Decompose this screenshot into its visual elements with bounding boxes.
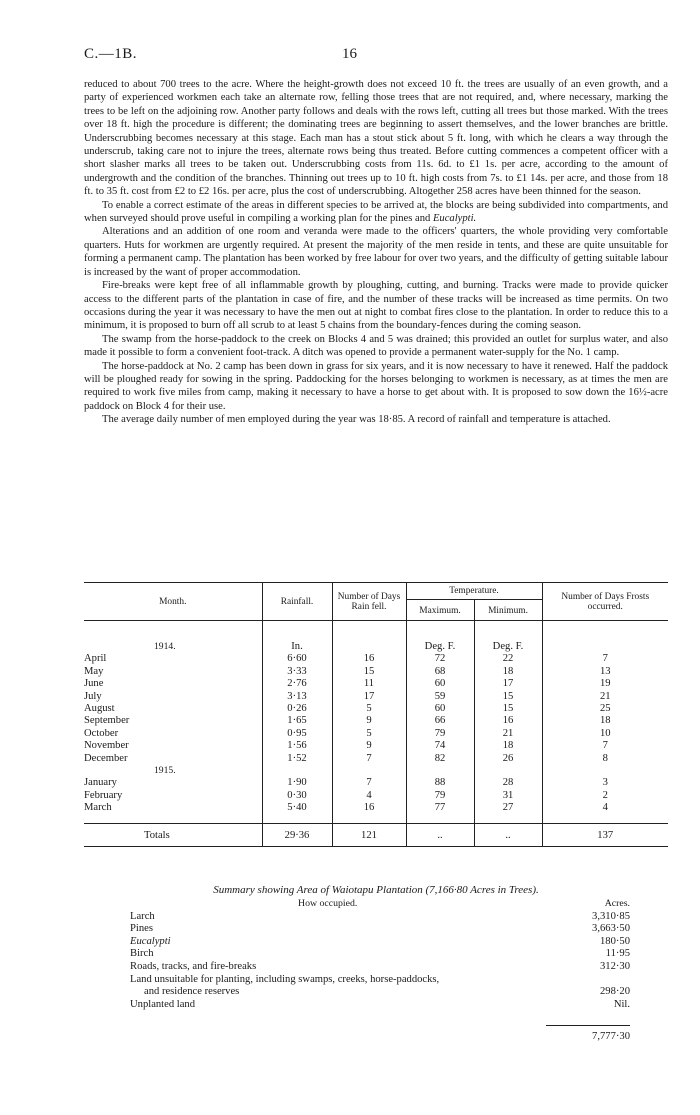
- summary-row-label: Land unsuitable for planting, including swamps, creeks, horse-paddocks,: [130, 973, 440, 985]
- rain-days-cell: 5: [332, 728, 406, 740]
- eucalypti-italic: Eucalypti.: [432, 213, 477, 225]
- paragraph-quarters: Alterations and an addition of one room and veranda were made to the officers' quarters, the whole providing very comfortable quarters. Huts for workmen are urgently required. At present the majority of the men reside in tents, and these are quite unsuitable for forming a permanent camp. The plantation has been worked by free labour for over two years, and the difficulty of getting suitable labour is increased by the want of proper accommodation.: [84, 226, 668, 278]
- rain-days-cell: 4: [332, 790, 406, 802]
- month-name: July: [84, 690, 102, 702]
- month-cell: [84, 666, 262, 678]
- header-minimum: Minimum.: [474, 600, 542, 621]
- frosts-cell: 19: [542, 678, 668, 690]
- max-temp-cell: 88: [406, 777, 474, 789]
- header-rainfall: Rainfall.: [262, 583, 332, 621]
- summary-row: [130, 974, 630, 987]
- summary-row-label: Pines: [130, 923, 153, 935]
- year-1915: 1915.: [154, 765, 176, 777]
- year-1914: 1914.: [154, 641, 176, 652]
- rainfall-cell: 1·56: [262, 740, 332, 752]
- unit-maximum: Deg. F.: [406, 621, 474, 654]
- header-temperature: Temperature.: [406, 583, 542, 600]
- rain-days-cell: 17: [332, 691, 406, 703]
- max-temp-cell: 79: [406, 728, 474, 740]
- frosts-cell: 3: [542, 777, 668, 789]
- summary-col-how-occupied: How occupied.: [298, 898, 358, 909]
- frosts-cell: 18: [542, 715, 668, 727]
- min-temp-cell: 26: [474, 753, 542, 765]
- summary-row-acres: Nil.: [613, 998, 630, 1010]
- month-cell: [84, 753, 262, 765]
- max-temp-cell: 60: [406, 678, 474, 690]
- month-name: January: [84, 777, 117, 789]
- month-cell: [84, 715, 262, 727]
- summary-row-label: Unplanted land: [130, 998, 196, 1010]
- summary-row-label: Roads, tracks, and fire-breaks: [130, 960, 257, 972]
- header-frosts: Number of Days Frosts occurred.: [542, 583, 668, 621]
- min-temp-cell: 15: [474, 703, 542, 715]
- rain-days-cell: 15: [332, 666, 406, 678]
- month-name: June: [84, 678, 104, 690]
- totals-min: ..: [474, 823, 542, 846]
- month-name: December: [84, 752, 128, 764]
- totals-frosts: 137: [542, 823, 668, 846]
- table-row: [84, 753, 668, 765]
- frosts-cell: 7: [542, 653, 668, 665]
- rainfall-cell: 0·30: [262, 790, 332, 802]
- frosts-cell: 4: [542, 802, 668, 814]
- min-temp-cell: 16: [474, 715, 542, 727]
- summary-row-label: Larch: [130, 910, 155, 922]
- summary-row-acres: 11·95: [605, 948, 630, 960]
- summary-row-acres: [560, 974, 630, 987]
- paragraph-compartments-text: To enable a correct estimate of the areas in different species to be arrived at, the blocks are being subdivided into compartments, and when surveyed should prove useful in compiling a working plan for the pines and: [84, 199, 668, 225]
- table-row: [84, 666, 668, 678]
- min-temp-cell: 28: [474, 777, 542, 789]
- paragraph-thinning: reduced to about 700 trees to the acre. Where the height-growth does not exceed 10 ft. the trees are usually of an even growth, and a party of experienced workmen each take an alternate row, felling those trees that are not required, and, where necessary, marking the trees to be left on the adjoining row. Another party follows and deals with the rows left, cutting all trees but those marked. With the trees over 18 ft. high the procedure is different; the dominating trees are beginning to assert themselves, and the lower branches are brittle. Underscrubbing becomes necessary at this stage. Each man has a stout stick about 5 ft. long, with which he clears a way through the underscrub, taking care not to injure the trees, alternate rows being thus treated. Before cutting commences a competent officer with a short slasher marks all trees to be taken out. Underscrubbing costs from 11s. 6d. to £1 1s. per acre, according to the amount of undergrowth and the condition of the branches. Thinning out trees up to 10 ft. high costs from 7s. to £1 14s. per acre, and those from 18 ft. to 35 ft. cost from £2 to £2 16s. per acre, plus the cost of underscrubbing. Altogether 258 acres have been thinned for the season.: [84, 79, 668, 198]
- min-temp-cell: 21: [474, 728, 542, 740]
- month-name: November: [84, 740, 129, 752]
- document-reference: C.—1B.: [84, 46, 138, 62]
- totals-rain-days: 121: [332, 823, 406, 846]
- totals-label: Totals: [84, 823, 262, 846]
- month-cell: [84, 691, 262, 703]
- summary-total: 7,777·30: [592, 1031, 630, 1042]
- totals-rainfall: 29·36: [262, 823, 332, 846]
- rainfall-cell: 6·60: [262, 653, 332, 665]
- summary-total-rule: [546, 1025, 630, 1026]
- summary-column-headers: [130, 898, 630, 911]
- unit-rainfall: In.: [262, 621, 332, 654]
- table-row: [84, 715, 668, 727]
- min-temp-cell: 31: [474, 790, 542, 802]
- month-name: April: [84, 653, 107, 665]
- frosts-cell: 2: [542, 790, 668, 802]
- rain-days-cell: 11: [332, 678, 406, 690]
- summary-row-acres: 180·50: [599, 935, 630, 947]
- month-name: February: [84, 789, 123, 801]
- totals-row: [84, 823, 668, 846]
- min-temp-cell: 18: [474, 740, 542, 752]
- rainfall-cell: 0·26: [262, 703, 332, 715]
- units-row: [84, 621, 668, 654]
- summary-col-acres: Acres.: [604, 898, 630, 909]
- summary-row: [130, 961, 630, 974]
- min-temp-cell: 27: [474, 802, 542, 814]
- summary-title: Summary showing Area of Waiotapu Plantation (7,166·80 Acres in Trees).: [213, 884, 539, 896]
- month-cell: [84, 790, 262, 802]
- table-row: [84, 653, 668, 665]
- paragraph-compartments: [84, 199, 668, 226]
- table-row: [84, 802, 668, 814]
- max-temp-cell: 68: [406, 666, 474, 678]
- table-row: [84, 703, 668, 715]
- summary-row-acres: 312·30: [599, 960, 630, 972]
- paragraph-horse-paddock: The horse-paddock at No. 2 camp has been down in grass for six years, and it is now necessary to have it renewed. Half the paddock will be ploughed ready for sowing in the spring. Paddocking for the horses belonging to workmen is necessary, as at times the men are required to work five miles from camp, making it necessary to have a horse to get about with. It is proposed to sow down the 16½-acre paddock on Block 4 for their use.: [84, 360, 668, 412]
- rainfall-cell: 1·52: [262, 753, 332, 765]
- max-temp-cell: 74: [406, 740, 474, 752]
- summary-rows: [130, 911, 630, 1012]
- summary-row-acres: 3,310·85: [592, 910, 630, 922]
- summary-row: [130, 986, 630, 999]
- month-cell: [84, 802, 262, 814]
- header-rain-days: Number of Days Rain fell.: [332, 583, 406, 621]
- table-row: [84, 678, 668, 690]
- rainfall-cell: 3·33: [262, 666, 332, 678]
- summary-row-acres: 3,663·50: [592, 923, 630, 935]
- frosts-cell: 21: [542, 691, 668, 703]
- table-row: [84, 790, 668, 802]
- paragraph-men-employed: The average daily number of men employed during the year was 18·85. A record of rainfall and temperature is attached.: [102, 414, 611, 426]
- paragraph-fire-breaks: Fire-breaks were kept free of all inflammable growth by ploughing, cutting, and burning. Tracks were made to provide quicker access to the different parts of the plantation in case of fire, and the number of these tracks will be increased as time permits. On two occasions during the year it was necessary to have the men out at night to combat fires close to the plantation. In order to reduce this to a minimum, it is proposed to burn off all scrub to at least 5 chains from the boundary-fences during the coming season.: [84, 280, 668, 332]
- month-name: May: [84, 665, 104, 677]
- rainfall-cell: 2·76: [262, 678, 332, 690]
- summary-row: [130, 911, 630, 924]
- month-name: August: [84, 703, 115, 715]
- summary-row: [130, 936, 630, 949]
- summary-row-acres: 298·20: [599, 986, 630, 998]
- unit-minimum: Deg. F.: [474, 621, 542, 654]
- table-row: [84, 740, 668, 752]
- weather-table-body: [84, 621, 668, 847]
- body-text: [84, 78, 668, 427]
- max-temp-cell: 82: [406, 753, 474, 765]
- max-temp-cell: 72: [406, 653, 474, 665]
- summary-table: [130, 898, 630, 1011]
- totals-max: ..: [406, 823, 474, 846]
- header-maximum: Maximum.: [406, 600, 474, 621]
- month-name: March: [84, 802, 112, 814]
- rainfall-cell: 3·13: [262, 691, 332, 703]
- month-name: September: [84, 715, 130, 727]
- summary-row-label: Birch: [130, 948, 154, 960]
- rain-days-cell: 16: [332, 802, 406, 814]
- paragraph-swamp: The swamp from the horse-paddock to the creek on Blocks 4 and 5 was drained; this provided an outlet for surplus water, and also made it possible to form a convenient foot-track. A ditch was opened to provide a permanent water-supply for the No. 1 camp.: [84, 333, 668, 359]
- summary-row: [130, 923, 630, 936]
- year-row: [84, 765, 668, 777]
- frosts-cell: 8: [542, 753, 668, 765]
- min-temp-cell: 22: [474, 653, 542, 665]
- spacer-row: [84, 815, 668, 824]
- max-temp-cell: 60: [406, 703, 474, 715]
- table-row: [84, 777, 668, 789]
- table-row: [84, 728, 668, 740]
- rain-days-cell: 9: [332, 715, 406, 727]
- month-cell: [84, 703, 262, 715]
- frosts-cell: 13: [542, 666, 668, 678]
- month-cell: [84, 777, 262, 789]
- min-temp-cell: 15: [474, 691, 542, 703]
- rain-days-cell: 7: [332, 777, 406, 789]
- month-cell: [84, 653, 262, 665]
- min-temp-cell: 18: [474, 666, 542, 678]
- page-number: 16: [342, 46, 357, 62]
- rain-days-cell: 16: [332, 653, 406, 665]
- max-temp-cell: 77: [406, 802, 474, 814]
- rainfall-cell: 0·95: [262, 728, 332, 740]
- rainfall-temperature-table: [84, 582, 668, 847]
- summary-row-label: and residence reserves: [144, 986, 240, 998]
- month-cell: [84, 740, 262, 752]
- table-row: [84, 691, 668, 703]
- rain-days-cell: 9: [332, 740, 406, 752]
- month-cell: [84, 728, 262, 740]
- month-name: October: [84, 727, 119, 739]
- max-temp-cell: 79: [406, 790, 474, 802]
- rainfall-cell: 1·65: [262, 715, 332, 727]
- summary-row-label: Eucalypti: [130, 935, 171, 947]
- frosts-cell: 25: [542, 703, 668, 715]
- rain-days-cell: 7: [332, 753, 406, 765]
- frosts-cell: 7: [542, 740, 668, 752]
- frosts-cell: 10: [542, 728, 668, 740]
- max-temp-cell: 66: [406, 715, 474, 727]
- summary-row: [130, 948, 630, 961]
- rainfall-cell: 5·40: [262, 802, 332, 814]
- max-temp-cell: 59: [406, 691, 474, 703]
- rain-days-cell: 5: [332, 703, 406, 715]
- header-month: Month.: [84, 583, 262, 621]
- rainfall-cell: 1·90: [262, 777, 332, 789]
- month-cell: [84, 678, 262, 690]
- min-temp-cell: 17: [474, 678, 542, 690]
- summary-row: [130, 999, 630, 1012]
